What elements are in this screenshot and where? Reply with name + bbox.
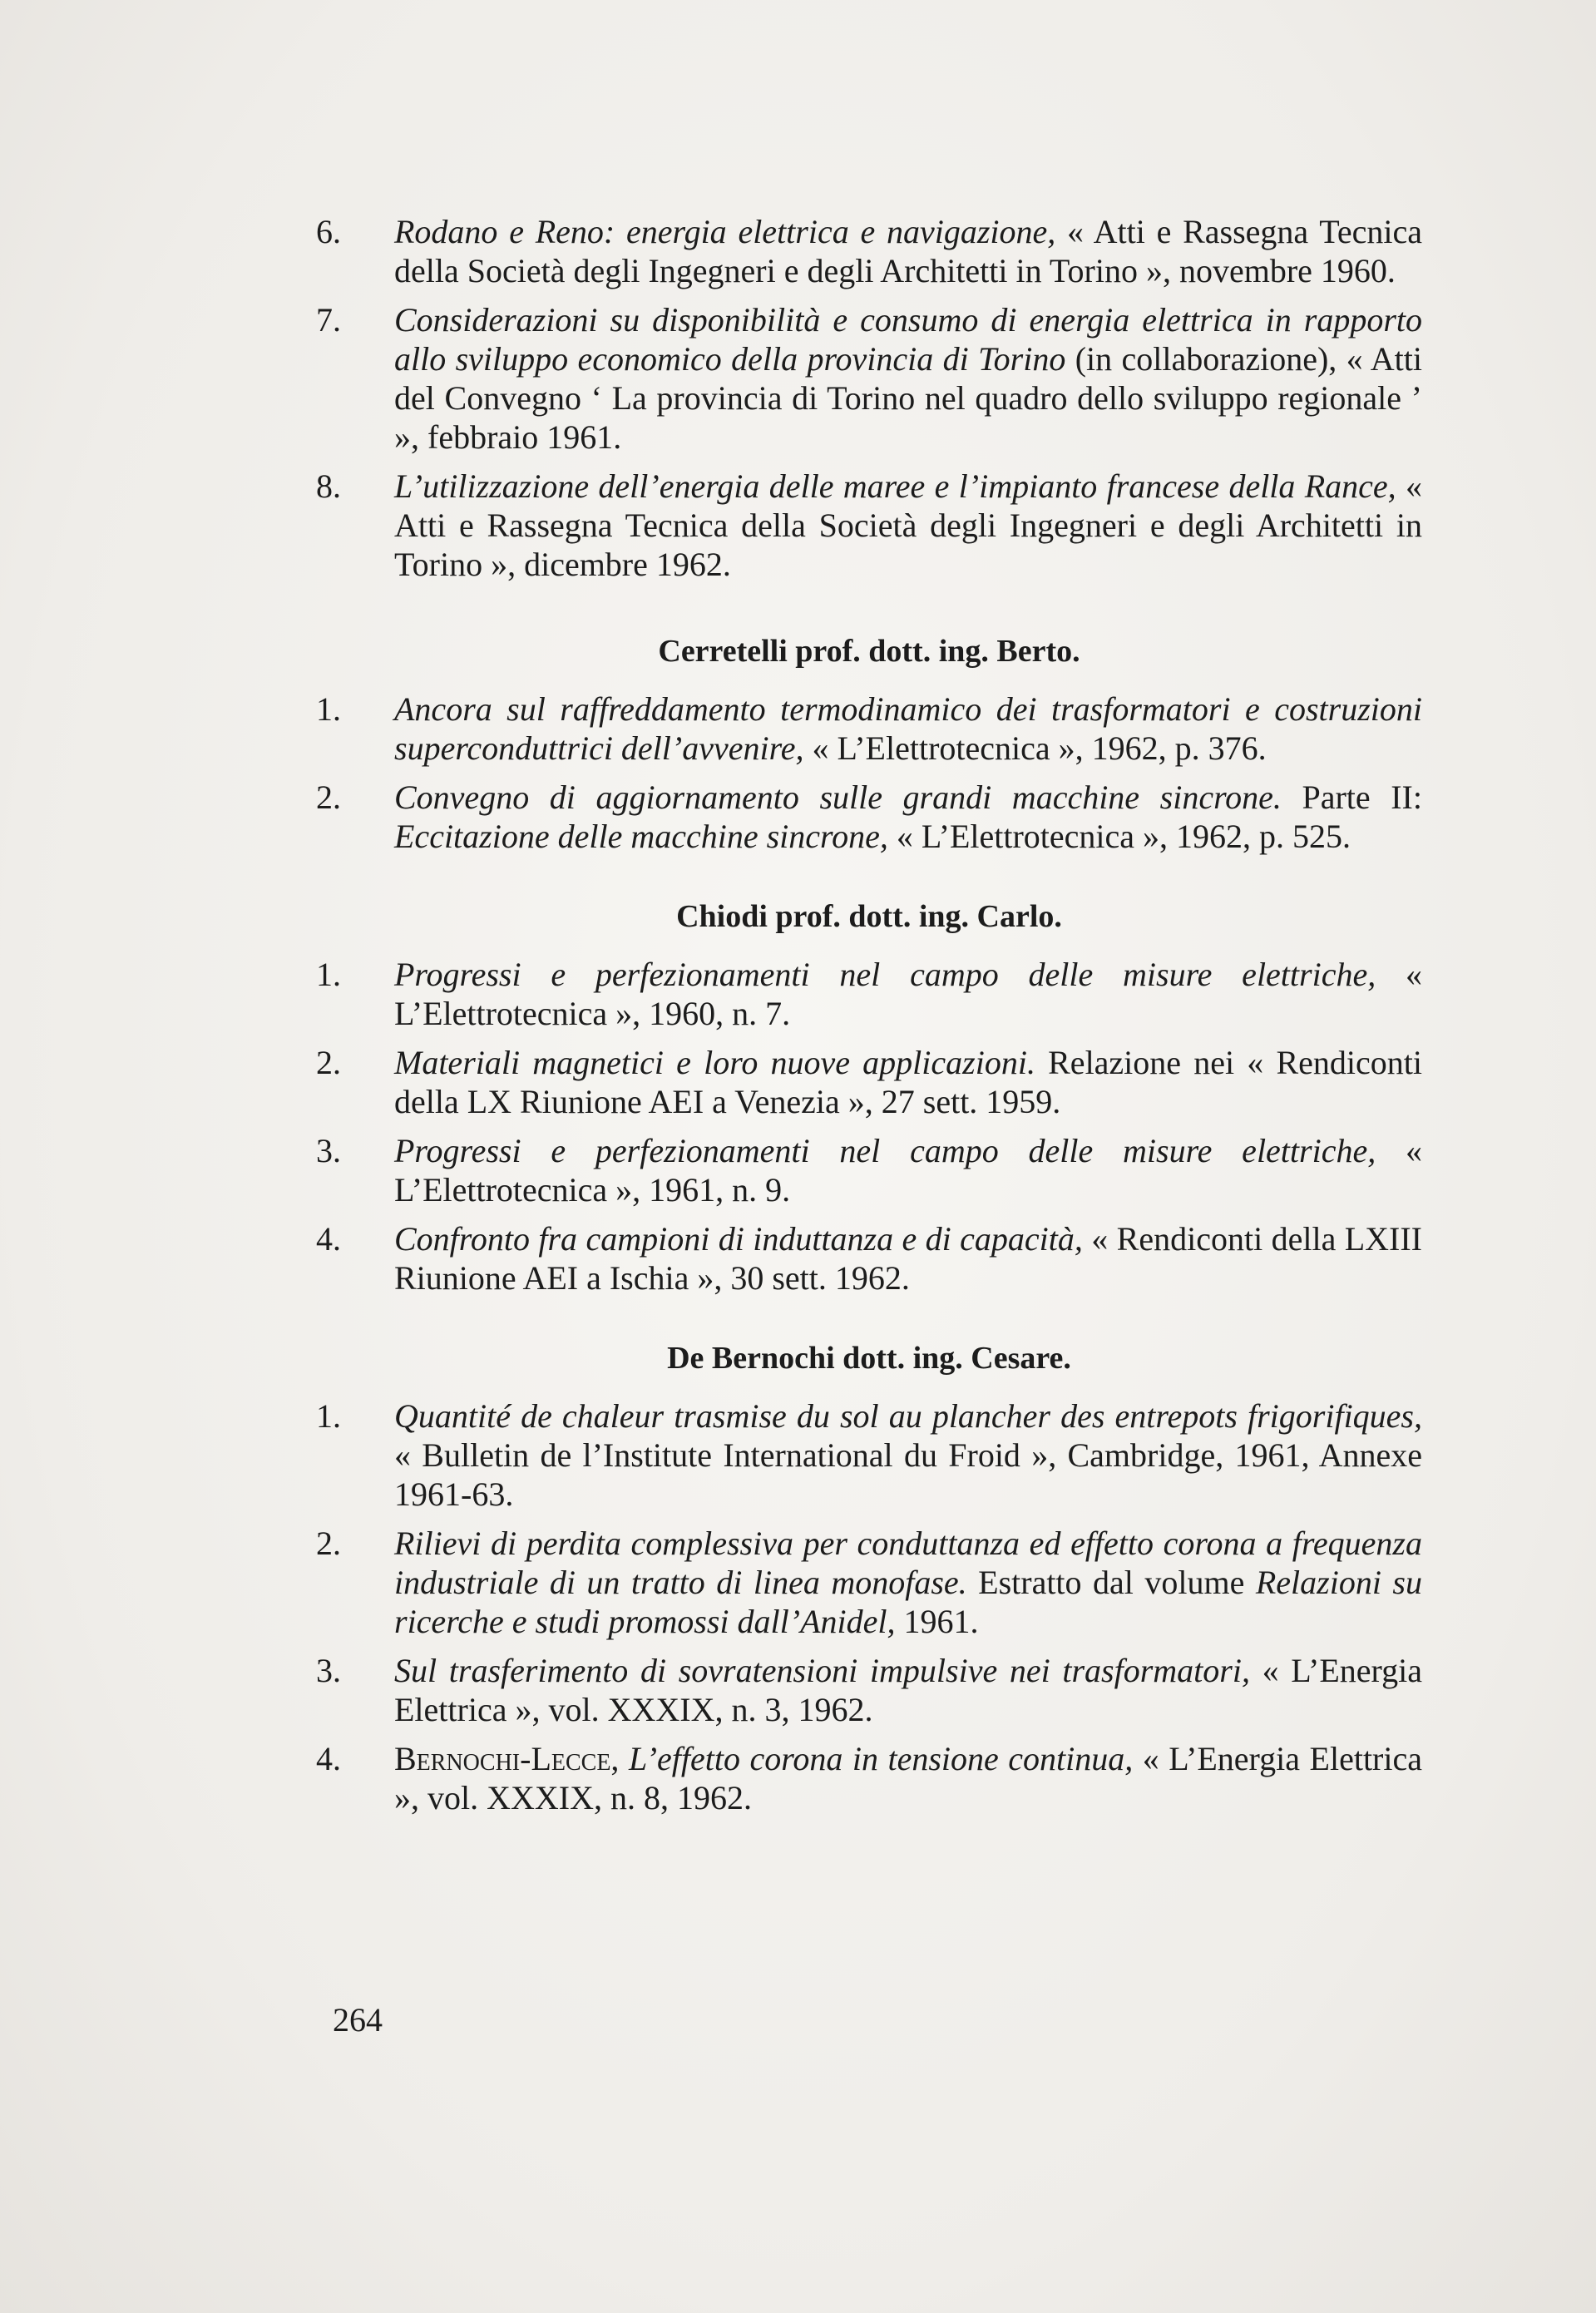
entry-number: 8. (316, 467, 341, 505)
bibliography-entry (316, 1219, 1422, 1297)
bibliography-entry (316, 689, 1422, 768)
entry-source: « L’Elettrotecnica », 1962, p. 376. (803, 729, 1267, 767)
entry-number: 4. (316, 1740, 341, 1777)
bibliography-list (316, 212, 1422, 1827)
entry-source: Estratto dal volume (966, 1564, 1256, 1601)
entry-number: 4. (316, 1220, 341, 1258)
entry-source: Relazione nei « Rendiconti della LX Riunione AEI a Venezia », 27 sett. 1959. (394, 1044, 1422, 1120)
entry-title: Sul trasferimento di sovratensioni impulsive nei trasformatori, (394, 1652, 1250, 1689)
bibliography-entry (316, 955, 1422, 1033)
bibliography-entry (316, 1396, 1422, 1514)
entry-title: L’utilizzazione dell’energia delle maree e l’impianto francese della Rance, (394, 467, 1396, 505)
author-heading: De Bernochi dott. ing. Cesare. (667, 1341, 1071, 1376)
author-heading: Cerretelli prof. dott. ing. Berto. (658, 634, 1080, 669)
entry-title: Confronto fra campioni di induttanza e di capacità, (394, 1220, 1083, 1258)
entry-source-2: « L’Elettrotecnica », 1962, p. 525. (887, 818, 1351, 855)
entry-title: Progressi e perfezionamenti nel campo delle misure elettriche, (394, 956, 1376, 993)
bibliography-entry (316, 1651, 1422, 1729)
entry-number: 1. (316, 1397, 341, 1435)
entry-title: Considerazioni su disponibilità e consumo di energia elettrica in rapporto allo sviluppo economico della provincia di Torino (394, 301, 1422, 378)
bibliography-entry (316, 1043, 1422, 1121)
entry-source: « L’Energia Elettrica », vol. XXXIX, n. 8, 1962. (394, 1740, 1422, 1816)
entry-number: 1. (316, 690, 341, 728)
entry-source-2: 1961. (895, 1603, 979, 1640)
bibliography-entry (316, 300, 1422, 457)
entry-source: « Bulletin de l’Institute International du Froid », Cambridge, 1961, Annexe 1961-63. (394, 1436, 1422, 1513)
entry-number: 2. (316, 1525, 341, 1562)
entry-title: Convegno di aggiornamento sulle grandi macchine sincrone. (394, 778, 1282, 816)
entry-authors: Bernochi-Lecce, (394, 1740, 629, 1777)
entry-source: (in collaborazione), « Atti del Convegno ‘ La provincia di Torino nel quadro dello sviluppo regionale ’ », febbraio 1961. (394, 340, 1422, 456)
entry-number: 3. (316, 1652, 341, 1689)
bibliography-entry (316, 778, 1422, 856)
entry-number: 6. (316, 213, 341, 250)
entry-title: L’effetto corona in tensione continua, (628, 1740, 1134, 1777)
entry-title: Quantité de chaleur trasmise du sol au plancher des entrepots frigorifiques, (394, 1397, 1422, 1435)
entry-source: « L’Energia Elettrica », vol. XXXIX, n. 3, 1962. (394, 1652, 1423, 1728)
bibliography-entry (316, 467, 1422, 584)
bibliography-entry (316, 1131, 1422, 1209)
entry-subtitle: Eccitazione delle macchine sincrone, (394, 818, 888, 855)
entry-number: 3. (316, 1132, 341, 1169)
entry-number: 1. (316, 956, 341, 993)
entry-title: Progressi e perfezionamenti nel campo delle misure elettriche, (394, 1132, 1376, 1169)
page-number: 264 (333, 2001, 383, 2039)
entry-source: Parte II: (1281, 778, 1422, 816)
bibliography-entry (316, 1524, 1422, 1641)
entry-title: Rilievi di perdita complessiva per conduttanza ed effetto corona a frequenza industriale di un tratto di linea monofase. (394, 1525, 1422, 1601)
entry-subtitle: Relazioni su ricerche e studi promossi dall’Anidel, (394, 1564, 1422, 1640)
entry-source: « Atti e Rassegna Tecnica della Società degli Ingegneri e degli Architetti in Torino », dicembre 1962. (394, 467, 1423, 583)
entry-source: « Atti e Rassegna Tecnica della Società degli Ingegneri e degli Architetti in Torino », novembre 1960. (394, 213, 1422, 289)
entry-source: « Rendiconti della LXIII Riunione AEI a Ischia », 30 sett. 1962. (394, 1220, 1422, 1297)
bibliography-entry (316, 212, 1422, 290)
entry-title: Materiali magnetici e loro nuove applicazioni. (394, 1044, 1035, 1081)
entry-source: « L’Elettrotecnica », 1961, n. 9. (394, 1132, 1423, 1208)
entry-source: « L’Elettrotecnica », 1960, n. 7. (394, 956, 1423, 1032)
author-heading: Chiodi prof. dott. ing. Carlo. (676, 899, 1062, 934)
entry-number: 2. (316, 778, 341, 816)
entry-number: 7. (316, 301, 341, 339)
entry-title: Ancora sul raffreddamento termodinamico dei trasformatori e costruzioni superconduttrici dell’avvenire, (394, 690, 1422, 767)
bibliography-entry (316, 1739, 1422, 1817)
entry-number: 2. (316, 1044, 341, 1081)
entry-title: Rodano e Reno: energia elettrica e navigazione, (394, 213, 1056, 250)
